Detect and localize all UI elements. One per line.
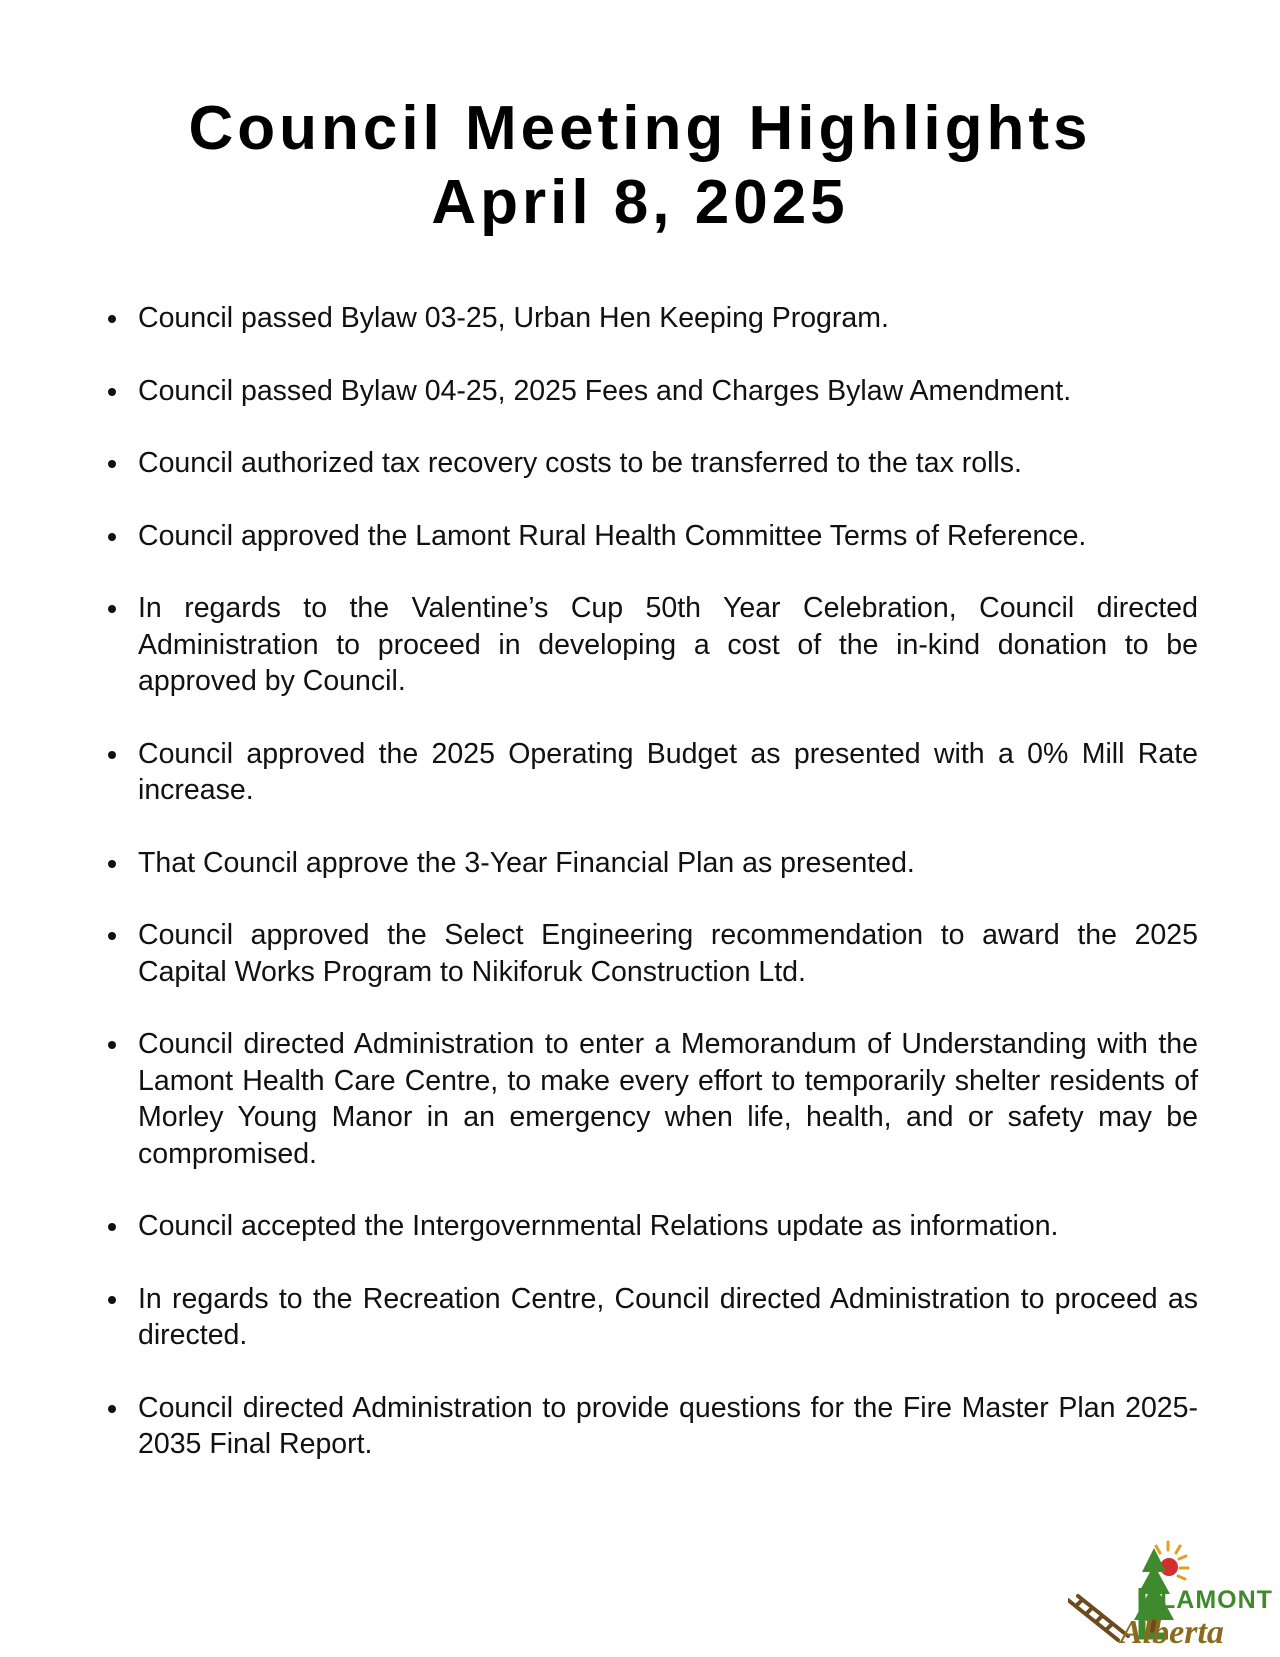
list-item xyxy=(108,1208,1198,1245)
bullet-icon xyxy=(108,1041,116,1049)
list-item xyxy=(108,590,1198,700)
list-item xyxy=(108,300,1198,337)
list-item xyxy=(108,518,1198,555)
list-item-text: Council authorized tax recovery costs to be transferred to the tax rolls. xyxy=(138,447,1022,479)
bullet-icon xyxy=(108,315,116,323)
list-item-text: Council approved the Select Engineering recommendation to award the 2025 Capital Works Program to Nikiforuk Construction Ltd. xyxy=(138,919,1198,988)
list-item xyxy=(108,917,1198,990)
list-item-text: In regards to the Valentine’s Cup 50th Year Celebration, Council directed Administration to proceed in developing a cost of the in-kind donation to be approved by Council. xyxy=(138,592,1198,697)
page-title xyxy=(0,92,1280,240)
list-item xyxy=(108,445,1198,482)
bullet-icon xyxy=(108,460,116,468)
bullet-icon xyxy=(108,932,116,940)
list-item-text: Council approved the Lamont Rural Health Committee Terms of Reference. xyxy=(138,519,1087,552)
bullet-icon xyxy=(108,533,116,541)
list-item-text: Council accepted the Intergovernmental Relations update as information. xyxy=(138,1210,1059,1242)
bullet-icon xyxy=(108,388,116,396)
bullet-icon xyxy=(108,1405,116,1413)
list-item-text: Council approved the 2025 Operating Budget as presented with a 0% Mill Rate increase. xyxy=(138,737,1198,806)
list-item xyxy=(108,1390,1198,1463)
logo-text-lamont: LAMONT xyxy=(1160,1586,1273,1614)
bullet-icon xyxy=(108,1223,116,1231)
highlights-list xyxy=(108,300,1198,1499)
list-item-text: Council passed Bylaw 04-25, 2025 Fees and Charges Bylaw Amendment. xyxy=(138,374,1072,407)
list-item-text: That Council approve the 3-Year Financial Plan as presented. xyxy=(138,846,915,879)
bullet-icon xyxy=(108,605,116,613)
list-item-text: Council directed Administration to enter a Memorandum of Understanding with the Lamont Health Care Centre, to make every effort to temporarily shelter residents of Morley Young Manor in an emergency when life, health, and or safety may be compromised. xyxy=(138,1028,1198,1170)
list-item xyxy=(108,736,1198,809)
railway-icon xyxy=(1068,1596,1128,1640)
list-item-text: In regards to the Recreation Centre, Council directed Administration to proceed as directed. xyxy=(138,1282,1198,1351)
list-item xyxy=(108,845,1198,882)
logo-text-alberta: Alberta xyxy=(1120,1614,1224,1651)
title-date: April 8, 2025 xyxy=(431,168,849,237)
bullet-icon xyxy=(108,860,116,868)
list-item xyxy=(108,1026,1198,1172)
list-item xyxy=(108,1281,1198,1354)
title-line-1: Council Meeting Highlights xyxy=(188,94,1092,163)
bullet-icon xyxy=(108,1296,116,1304)
list-item xyxy=(108,373,1198,410)
bullet-icon xyxy=(108,751,116,759)
list-item-text: Council passed Bylaw 03-25, Urban Hen Keeping Program. xyxy=(138,302,889,334)
list-item-text: Council directed Administration to provide questions for the Fire Master Plan 2025-2035 Final Report. xyxy=(138,1391,1198,1460)
